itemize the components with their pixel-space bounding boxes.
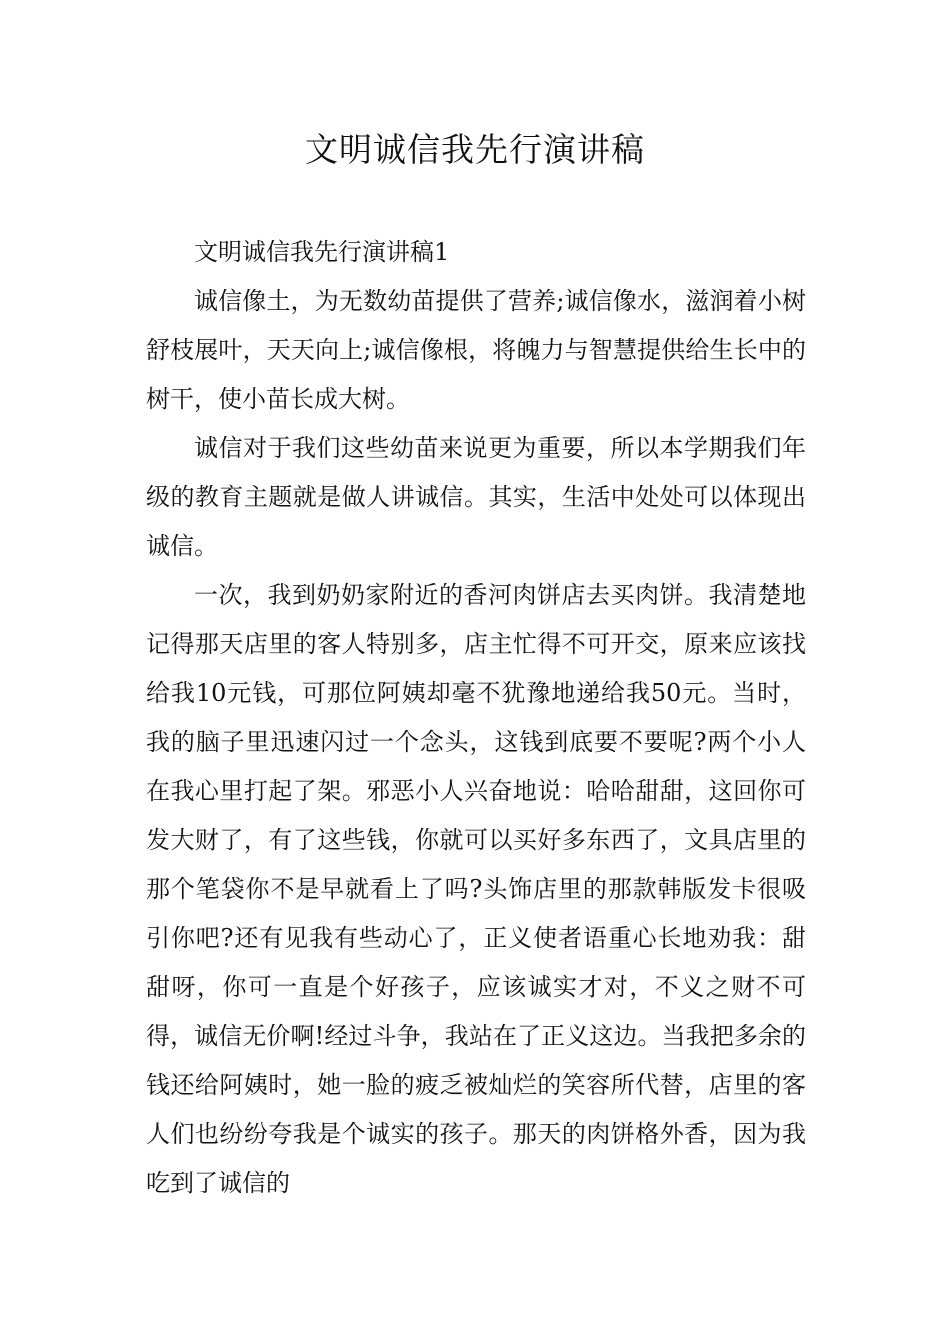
paragraph-1: 诚信像土，为无数幼苗提供了营养;诚信像水，滋润着小树舒枝展叶，天天向上;诚信像根，将魄力与智慧提供给生长中的树干，使小苗长成大树。: [146, 287, 806, 413]
paragraph-3: 一次，我到奶奶家附近的香河肉饼店去买肉饼。我清楚地记得那天店里的客人特别多，店主忙得不可开交，原来应该找给我10元钱，可那位阿姨却毫不犹豫地递给我50元。当时，我的脑子里迅速闪过一个念头，这钱到底要不要呢?两个小人在我心里打起了架。邪恶小人兴奋地说：哈哈甜甜，这回你可发大财了，有了这些钱，你就可以买好多东西了，文具店里的那个笔袋你不是早就看上了吗?头饰店里的那款韩版发卡很吸引你吧?还有见我有些动心了，正义使者语重心长地劝我：甜甜呀，你可一直是个好孩子，应该诚实才对，不义之财不可得，诚信无价啊!经过斗争，我站在了正义这边。当我把多余的钱还给阿姨时，她一脸的疲乏被灿烂的笑容所代替，店里的客人们也纷纷夸我是个诚实的孩子。那天的肉饼格外香，因为我吃到了诚信的: [146, 581, 806, 1197]
document-body: [146, 228, 806, 1208]
document-title: 文明诚信我先行演讲稿: [305, 130, 645, 169]
paragraph-subtitle: 文明诚信我先行演讲稿1: [194, 238, 450, 266]
paragraph-2: 诚信对于我们这些幼苗来说更为重要，所以本学期我们年级的教育主题就是做人讲诚信。其实，生活中处处可以体现出诚信。: [146, 434, 806, 560]
